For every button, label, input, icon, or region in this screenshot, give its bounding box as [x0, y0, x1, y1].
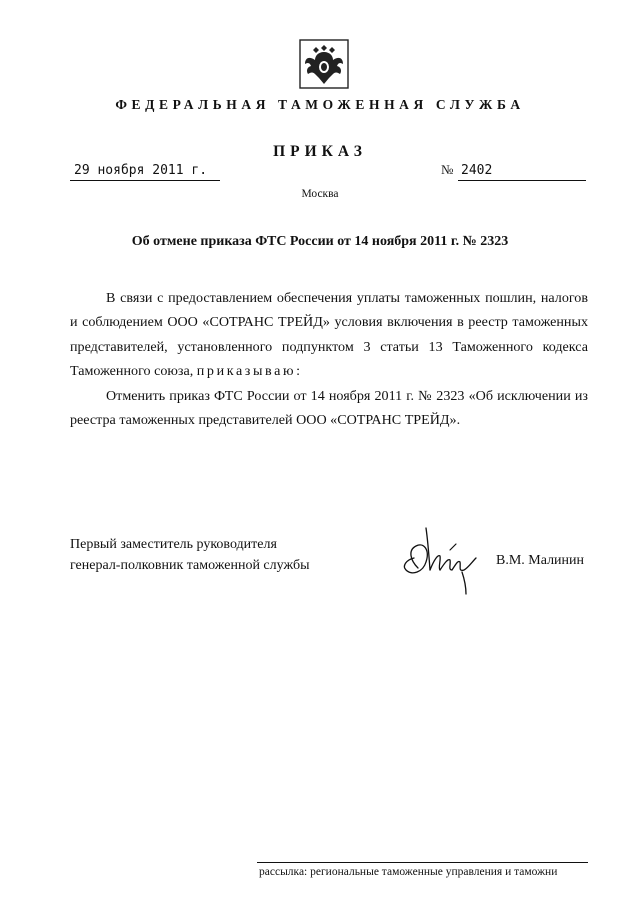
signer-position-line-2: генерал-полковник таможенной службы: [70, 558, 310, 573]
russian-coat-of-arms-icon: [298, 38, 350, 90]
handwritten-signature-icon: [396, 520, 486, 600]
signer-name: В.М. Малинин: [496, 553, 585, 568]
order-number: [458, 162, 586, 181]
body-paragraph-1-text: В связи с предоставлением обеспечения уплаты таможенных пошлин, налогов и соблюдением ООО «СОТРАНС ТРЕЙД» условия включения в реестр таможенных представителей, установленного подпунктом 3 статьи 13 Таможенного кодекса Таможенного союза,: [70, 290, 588, 380]
document-type: ПРИКАЗ: [273, 143, 367, 160]
signer-position: [70, 534, 309, 576]
signer-position-line-1: Первый заместитель руководителя: [70, 537, 277, 552]
footer-divider: [257, 862, 588, 863]
distribution-list: рассылка: региональные таможенные управления и таможни: [259, 866, 558, 878]
order-directive: приказываю:: [196, 363, 303, 380]
order-number-label: №: [441, 162, 454, 177]
body-paragraph-2: Отменить приказ ФТС России от 14 ноября 2011 г. № 2323 «Об исключении из реестра таможенных представителей ООО «СОТРАНС ТРЕЙД».: [70, 387, 588, 429]
city: Москва: [301, 188, 339, 200]
order-title: Об отмене приказа ФТС России от 14 ноября 2011 г. № 2323: [131, 234, 509, 249]
order-body: [70, 286, 588, 432]
agency-name: ФЕДЕРАЛЬНАЯ ТАМОЖЕННАЯ СЛУЖБА: [115, 97, 525, 112]
body-paragraph-1: [70, 286, 588, 384]
order-date-value: 29 ноября 2011 г.: [74, 163, 208, 178]
order-date: [70, 162, 220, 181]
order-number-value: 2402: [461, 163, 493, 178]
